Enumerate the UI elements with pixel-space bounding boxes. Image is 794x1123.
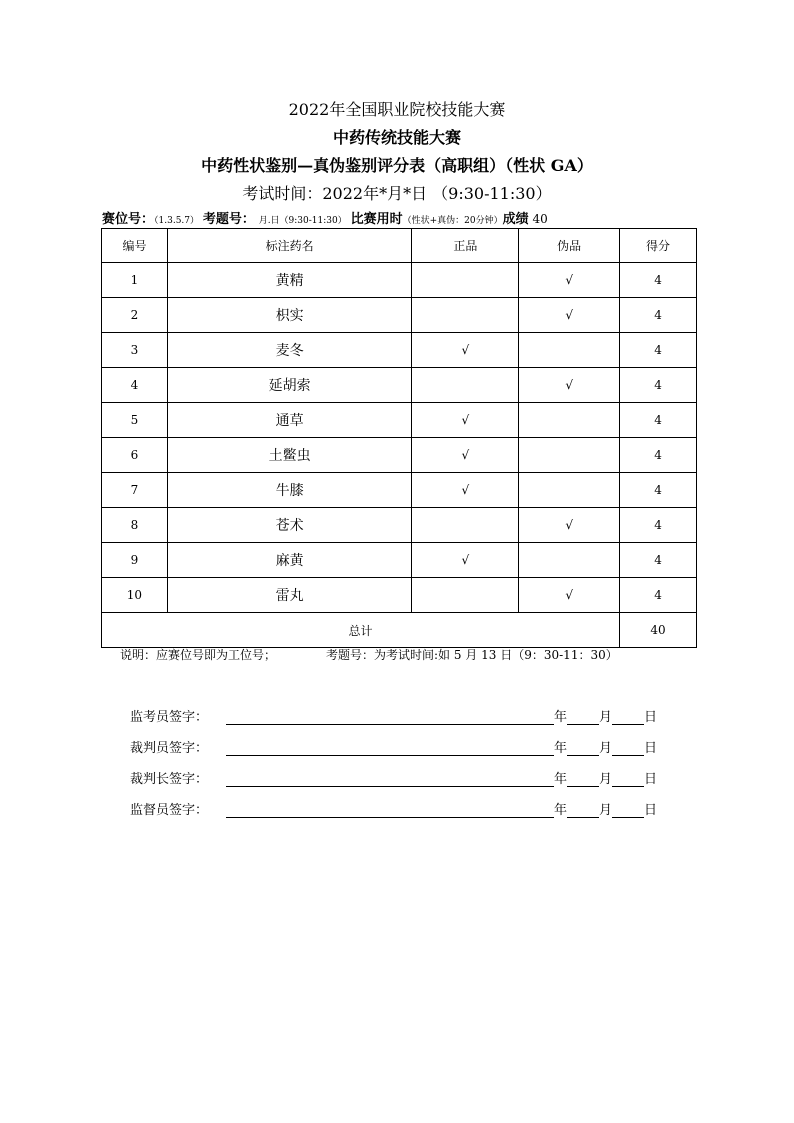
- signature-label: 监督员签字：: [130, 803, 209, 818]
- total-label: 总计: [102, 613, 620, 648]
- total-row: [102, 613, 697, 648]
- row-score: 4: [620, 333, 697, 368]
- table-row: [102, 368, 697, 403]
- title-exam-time: 考试时间：2022年*月*日 （9:30-11:30）: [242, 184, 552, 203]
- row-fake-mark: [519, 543, 620, 578]
- time-note: （性状+真伪：20分钟）: [402, 216, 503, 226]
- month-unit: 月: [599, 710, 613, 725]
- row-genuine-mark: √: [412, 438, 519, 473]
- row-drug-name: 麦冬: [167, 333, 412, 368]
- year-unit: 年: [554, 772, 568, 787]
- signature-label: 监考员签字：: [130, 710, 209, 725]
- note-seat: 说明：应赛位号即为工位号；: [120, 648, 277, 662]
- time-label: 比赛用时: [350, 212, 403, 227]
- row-genuine-mark: [412, 263, 519, 298]
- header-drug-name: 标注药名: [167, 229, 412, 263]
- table-row: [102, 263, 697, 298]
- row-score: 4: [620, 543, 697, 578]
- row-fake-mark: [519, 473, 620, 508]
- row-genuine-mark: √: [412, 473, 519, 508]
- seat-label: 赛位号：: [102, 212, 155, 227]
- table-row: [102, 578, 697, 613]
- row-drug-name: 枳实: [167, 298, 412, 333]
- row-number: 4: [102, 368, 168, 403]
- row-genuine-mark: √: [412, 403, 519, 438]
- signature-row-proctor: [130, 706, 657, 725]
- row-number: 9: [102, 543, 168, 578]
- header-number: 编号: [102, 229, 168, 263]
- month-unit: 月: [599, 803, 613, 818]
- document-header: [0, 96, 794, 208]
- explanation-note: [120, 646, 618, 663]
- title-form: 中药性状鉴别—真伪鉴别评分表（高职组）（性状 GA）: [201, 156, 593, 175]
- exam-label: 考题号：: [202, 212, 255, 227]
- month-line[interactable]: [567, 741, 599, 756]
- year-unit: 年: [554, 803, 568, 818]
- row-score: 4: [620, 508, 697, 543]
- table-row: [102, 508, 697, 543]
- row-drug-name: 土鳖虫: [167, 438, 412, 473]
- row-number: 6: [102, 438, 168, 473]
- row-genuine-mark: √: [412, 333, 519, 368]
- signature-line[interactable]: [226, 710, 554, 725]
- score-label: 成绩: [502, 212, 529, 227]
- row-genuine-mark: [412, 298, 519, 333]
- row-number: 7: [102, 473, 168, 508]
- month-unit: 月: [599, 741, 613, 756]
- row-drug-name: 延胡索: [167, 368, 412, 403]
- row-score: 4: [620, 263, 697, 298]
- row-genuine-mark: [412, 508, 519, 543]
- row-number: 3: [102, 333, 168, 368]
- header-score: 得分: [620, 229, 697, 263]
- row-score: 4: [620, 368, 697, 403]
- signature-row-supervisor: [130, 799, 657, 818]
- row-number: 2: [102, 298, 168, 333]
- row-number: 1: [102, 263, 168, 298]
- row-fake-mark: [519, 438, 620, 473]
- row-drug-name: 黄精: [167, 263, 412, 298]
- total-value: 40: [620, 613, 697, 648]
- row-fake-mark: [519, 333, 620, 368]
- day-line[interactable]: [612, 710, 644, 725]
- row-fake-mark: [519, 403, 620, 438]
- month-line[interactable]: [567, 772, 599, 787]
- table-row: [102, 473, 697, 508]
- title-event: 中药传统技能大赛: [332, 128, 461, 147]
- row-drug-name: 雷丸: [167, 578, 412, 613]
- signature-line[interactable]: [226, 741, 554, 756]
- exam-value: 月.日（9:30-11:30）: [258, 216, 347, 226]
- row-score: 4: [620, 403, 697, 438]
- table-header-row: [102, 229, 697, 263]
- row-score: 4: [620, 298, 697, 333]
- day-unit: 日: [644, 803, 658, 818]
- month-unit: 月: [599, 772, 613, 787]
- row-fake-mark: √: [519, 578, 620, 613]
- row-fake-mark: √: [519, 508, 620, 543]
- row-number: 10: [102, 578, 168, 613]
- row-fake-mark: √: [519, 298, 620, 333]
- row-drug-name: 牛膝: [167, 473, 412, 508]
- header-fake: 伪品: [519, 229, 620, 263]
- signature-line[interactable]: [226, 772, 554, 787]
- row-number: 8: [102, 508, 168, 543]
- table-row: [102, 543, 697, 578]
- row-drug-name: 苍术: [167, 508, 412, 543]
- table-row: [102, 403, 697, 438]
- year-unit: 年: [554, 741, 568, 756]
- row-genuine-mark: [412, 578, 519, 613]
- header-genuine: 正品: [412, 229, 519, 263]
- score-value: 40: [532, 212, 548, 226]
- row-score: 4: [620, 578, 697, 613]
- month-line[interactable]: [567, 710, 599, 725]
- month-line[interactable]: [567, 803, 599, 818]
- note-exam: 考题号：为考试时间:如 5 月 13 日（9：30-11：30）: [326, 648, 618, 662]
- table-row: [102, 298, 697, 333]
- day-line[interactable]: [612, 803, 644, 818]
- row-score: 4: [620, 473, 697, 508]
- row-drug-name: 通草: [167, 403, 412, 438]
- row-genuine-mark: [412, 368, 519, 403]
- signature-row-referee: [130, 737, 657, 756]
- info-line: [102, 210, 702, 230]
- row-fake-mark: √: [519, 368, 620, 403]
- day-unit: 日: [644, 741, 658, 756]
- seat-value: （1.3.5.7）: [154, 216, 200, 226]
- table-row: [102, 333, 697, 368]
- signature-row-chief-referee: [130, 768, 657, 787]
- row-number: 5: [102, 403, 168, 438]
- row-fake-mark: √: [519, 263, 620, 298]
- row-drug-name: 麻黄: [167, 543, 412, 578]
- score-table: [101, 228, 697, 648]
- year-unit: 年: [554, 710, 568, 725]
- signature-label: 裁判员签字：: [130, 741, 209, 756]
- row-genuine-mark: √: [412, 543, 519, 578]
- day-unit: 日: [644, 772, 658, 787]
- day-line[interactable]: [612, 772, 644, 787]
- day-line[interactable]: [612, 741, 644, 756]
- table-row: [102, 438, 697, 473]
- signature-label: 裁判长签字：: [130, 772, 209, 787]
- row-score: 4: [620, 438, 697, 473]
- day-unit: 日: [644, 710, 658, 725]
- title-competition: 2022年全国职业院校技能大赛: [288, 100, 506, 119]
- signature-line[interactable]: [226, 803, 554, 818]
